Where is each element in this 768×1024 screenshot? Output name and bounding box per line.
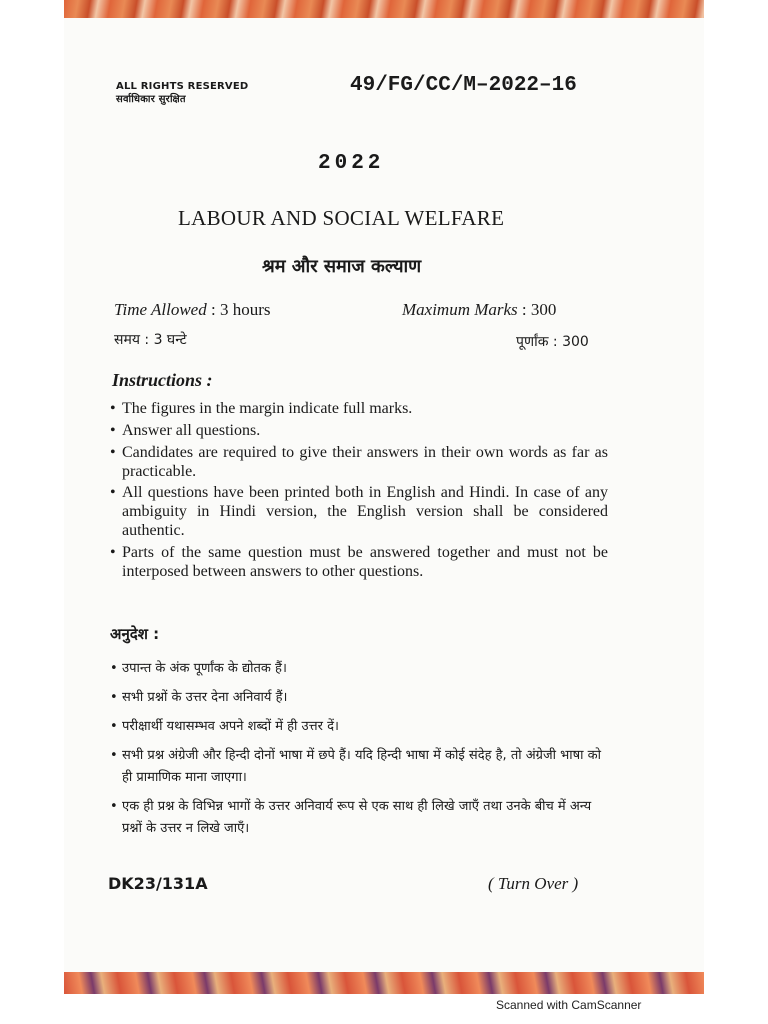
instruction-item-hi: • सभी प्रश्नों के उत्तर देना अनिवार्य हैं। [110, 687, 608, 709]
maximum-marks-label: Maximum Marks [402, 300, 518, 319]
subject-title-en: LABOUR AND SOCIAL WELFARE [178, 206, 505, 230]
scanner-watermark: Scanned with CamScanner [496, 998, 642, 1012]
maximum-marks-hi: पूर्णांक : 300 [516, 334, 589, 350]
maximum-marks-value: : 300 [517, 300, 557, 319]
instructions-list-en [110, 399, 608, 584]
instruction-item-hi: • उपान्त के अंक पूर्णांक के द्योतक हैं। [110, 658, 608, 680]
booklet-code: DK23/131A [108, 874, 208, 893]
time-allowed-en [114, 300, 270, 320]
rights-reserved-block [116, 80, 248, 106]
instruction-item: • Answer all questions. [110, 421, 608, 440]
exam-year: 2022 [318, 152, 385, 175]
instruction-item-hi: • सभी प्रश्न अंग्रेजी और हिन्दी दोनों भाषा में छपे हैं। यदि हिन्दी भाषा में कोई संदेह है, तो अंग्रेजी भाषा को ही प्रामाणिक माना जाएगा। [110, 745, 608, 789]
time-allowed-hi: समय : 3 घन्टे [114, 332, 187, 348]
time-allowed-label: Time Allowed [114, 300, 207, 319]
instructions-list-hi [110, 658, 608, 847]
instruction-item: • Parts of the same question must be answered together and must not be interposed between answers to other questions. [110, 543, 608, 581]
paper-code: 49/FG/CC/M–2022–16 [350, 74, 577, 97]
instruction-item-hi: • परीक्षार्थी यथासम्भव अपने शब्दों में ही उत्तर दें। [110, 716, 608, 738]
instruction-item: • The figures in the margin indicate full marks. [110, 399, 608, 418]
instruction-item: • Candidates are required to give their answers in their own words as far as practicable. [110, 443, 608, 481]
turn-over-note: ( Turn Over ) [488, 874, 579, 893]
maximum-marks-en [402, 300, 556, 320]
top-fabric-border [64, 0, 704, 18]
time-allowed-value: : 3 hours [206, 300, 271, 319]
instructions-heading-hi: अनुदेश : [110, 625, 160, 643]
instructions-heading-en: Instructions : [112, 370, 213, 390]
instruction-item: • All questions have been printed both in English and Hindi. In case of any ambiguity in Hindi version, the English version shall be considered authentic. [110, 483, 608, 540]
rights-reserved-hi: सर्वाधिकार सुरक्षित [116, 94, 186, 105]
rights-reserved-en: ALL RIGHTS RESERVED [116, 81, 249, 92]
subject-title-hi: श्रम और समाज कल्याण [262, 256, 422, 277]
instruction-item-hi: • एक ही प्रश्न के विभिन्न भागों के उत्तर अनिवार्य रूप से एक साथ ही लिखे जाएँ तथा उनके बीच में अन्य प्रश्नों के उत्तर न लिखे जाएँ। [110, 796, 608, 840]
bottom-fabric-border [64, 972, 704, 994]
